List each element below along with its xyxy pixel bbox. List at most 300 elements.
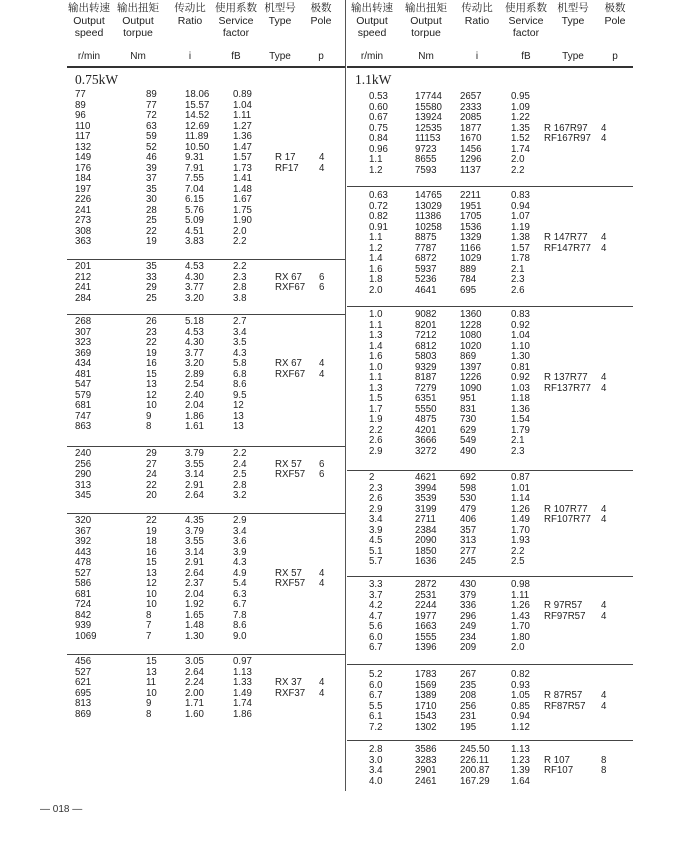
header-en2 <box>553 27 593 40</box>
ratio-cell: 1670 <box>460 133 482 144</box>
speed-cell: 256 <box>75 458 92 470</box>
table-row <box>67 338 345 349</box>
torque-cell: 59 <box>146 131 157 142</box>
model-type-label: RF107R77 <box>544 514 591 525</box>
torque-cell: 3199 <box>415 503 437 515</box>
factor-cell: 1.10 <box>511 340 530 352</box>
torque-cell: 10 <box>146 400 157 411</box>
ratio-cell: 235 <box>460 679 477 691</box>
ratio-cell: 4.53 <box>185 326 204 338</box>
table-row <box>67 262 345 273</box>
speed-cell: 197 <box>75 183 92 195</box>
header-en2: torpue <box>411 27 441 39</box>
speed-cell: 96 <box>75 110 86 121</box>
torque-cell: 19 <box>146 236 157 247</box>
header-col-3 <box>501 2 551 62</box>
speed-cell: 5.1 <box>369 545 383 557</box>
factor-cell: 1.74 <box>511 143 530 155</box>
group-separator <box>347 306 633 307</box>
table-row <box>67 227 345 238</box>
ratio-cell: 3.20 <box>185 292 204 304</box>
table-row <box>67 621 345 632</box>
table-row <box>347 363 633 374</box>
model-type-label: RX 57 <box>275 567 302 579</box>
model-type-label: RF17 <box>275 162 299 174</box>
speed-cell: 2.0 <box>369 284 383 296</box>
header-col-3 <box>214 2 258 62</box>
torque-cell: 13029 <box>415 200 442 212</box>
factor-cell: 1.35 <box>511 122 530 134</box>
factor-cell: 1.13 <box>511 744 530 755</box>
header-col-1 <box>114 2 162 62</box>
speed-cell: 443 <box>75 546 92 558</box>
torque-cell: 37 <box>146 173 157 184</box>
factor-cell: 13 <box>233 421 244 432</box>
header-unit: fB <box>521 51 531 62</box>
header-unit: Nm <box>130 51 146 62</box>
speed-cell: 1.5 <box>369 393 383 404</box>
torque-cell: 10 <box>146 588 157 600</box>
factor-cell: 2.2 <box>233 448 247 459</box>
model-type-label: RXF67 <box>275 282 306 293</box>
factor-cell: 2.2 <box>511 164 525 176</box>
table-row <box>347 745 633 756</box>
ratio-cell: 2.24 <box>185 677 204 688</box>
ratio-cell: 3.83 <box>185 236 204 247</box>
torque-cell: 5550 <box>415 403 437 415</box>
model-type-label: RF97R57 <box>544 610 586 622</box>
speed-cell: 2.6 <box>369 493 383 504</box>
table-header <box>347 2 633 68</box>
factor-cell: 0.98 <box>511 579 530 590</box>
factor-cell: 4.9 <box>233 567 247 579</box>
speed-cell: 241 <box>75 282 92 293</box>
table-row <box>67 164 345 175</box>
torque-cell: 7 <box>146 620 152 631</box>
model-type-label: R 107 <box>544 754 570 766</box>
header-en2 <box>598 27 632 40</box>
factor-cell: 0.92 <box>511 372 530 383</box>
torque-cell: 29 <box>146 448 157 459</box>
table-row <box>67 537 345 548</box>
model-type-label: R 17 <box>275 152 296 163</box>
table-row <box>67 195 345 206</box>
speed-cell: 268 <box>75 316 92 327</box>
ratio-cell: 313 <box>460 535 477 546</box>
factor-cell: 1.70 <box>511 524 530 536</box>
speed-cell: 5.2 <box>369 669 383 680</box>
ratio-cell: 14.52 <box>185 110 210 121</box>
pole-label: 4 <box>601 503 607 515</box>
table-row <box>67 216 345 227</box>
speed-cell: 201 <box>75 261 92 272</box>
factor-cell: 1.90 <box>233 215 252 226</box>
torque-cell: 1850 <box>415 545 437 557</box>
speed-cell: 5.6 <box>369 621 383 632</box>
pole-label: 4 <box>601 242 607 254</box>
factor-cell: 2.2 <box>511 545 525 557</box>
table-row <box>67 590 345 601</box>
torque-cell: 2384 <box>415 524 437 536</box>
speed-cell: 0.91 <box>369 221 388 233</box>
header-zh: 极数 <box>604 2 626 14</box>
speed-cell: 481 <box>75 368 92 380</box>
table-row <box>67 558 345 569</box>
speed-cell: 77 <box>75 89 86 100</box>
column-divider <box>345 0 346 791</box>
table-row <box>347 702 633 713</box>
factor-cell: 2.8 <box>233 479 247 491</box>
torque-cell: 72 <box>146 110 157 121</box>
ratio-cell: 951 <box>460 393 477 404</box>
torque-cell: 8 <box>146 609 152 621</box>
table-row <box>67 391 345 402</box>
table-row <box>67 90 345 101</box>
header-en2: factor <box>222 27 250 39</box>
table-row <box>67 237 345 248</box>
ratio-cell: 1296 <box>460 154 482 165</box>
torque-cell: 12 <box>146 389 157 401</box>
table-row <box>347 601 633 612</box>
header-col-4 <box>259 2 301 62</box>
speed-cell: 1.1 <box>369 232 383 243</box>
factor-cell: 5.8 <box>233 358 247 369</box>
factor-cell: 0.85 <box>511 700 530 712</box>
factor-cell: 9.5 <box>233 389 247 401</box>
ratio-cell: 277 <box>460 545 477 557</box>
header-en1: Pole <box>604 14 626 27</box>
header-unit: Nm <box>418 51 434 62</box>
speed-cell: 240 <box>75 448 92 459</box>
torque-cell: 25 <box>146 292 157 304</box>
header-zh: 传动比 <box>174 2 206 14</box>
group-separator <box>67 446 345 447</box>
ratio-cell: 7.55 <box>185 173 204 184</box>
ratio-cell: 4.35 <box>185 515 204 526</box>
factor-cell: 2.7 <box>233 316 247 327</box>
ratio-cell: 3.55 <box>185 458 204 470</box>
ratio-cell: 1877 <box>460 122 482 134</box>
pole-label: 4 <box>601 700 607 712</box>
speed-cell: 586 <box>75 578 92 589</box>
ratio-cell: 1705 <box>460 211 482 222</box>
speed-cell: 863 <box>75 421 92 432</box>
ratio-cell: 2.40 <box>185 389 204 401</box>
left-table-0-75kw <box>67 0 345 791</box>
speed-cell: 681 <box>75 588 92 600</box>
torque-cell: 17744 <box>415 91 442 102</box>
ratio-cell: 4.30 <box>185 271 204 283</box>
factor-cell: 0.83 <box>511 309 530 320</box>
torque-cell: 11153 <box>415 133 441 144</box>
pole-label: 4 <box>601 372 607 383</box>
speed-cell: 323 <box>75 337 92 348</box>
pole-label: 4 <box>319 677 325 688</box>
header-unit: p <box>318 51 324 62</box>
factor-cell: 1.93 <box>511 535 530 546</box>
ratio-cell: 2.64 <box>185 490 204 501</box>
model-type-label: R 137R77 <box>544 372 588 383</box>
factor-cell: 1.13 <box>233 666 252 678</box>
torque-cell: 63 <box>146 120 157 132</box>
speed-cell: 6.1 <box>369 711 383 722</box>
ratio-cell: 2.64 <box>185 567 204 579</box>
group-separator <box>347 576 633 577</box>
factor-cell: 4.3 <box>233 557 247 568</box>
torque-cell: 1783 <box>415 669 437 680</box>
factor-cell: 1.11 <box>233 110 252 121</box>
table-row <box>347 202 633 213</box>
table-row <box>67 481 345 492</box>
speed-cell: 89 <box>75 99 86 111</box>
speed-cell: 0.67 <box>369 112 388 123</box>
torque-cell: 9723 <box>415 143 437 155</box>
table-row <box>67 422 345 433</box>
speed-cell: 2.8 <box>369 744 383 755</box>
torque-cell: 46 <box>146 152 157 163</box>
table-row <box>347 352 633 363</box>
pole-label: 4 <box>319 152 325 163</box>
torque-cell: 6872 <box>415 253 437 264</box>
table-row <box>347 622 633 633</box>
ratio-cell: 15.57 <box>185 99 210 111</box>
header-en1: Output <box>356 14 388 27</box>
torque-cell: 10 <box>146 599 157 610</box>
speed-cell: 2.6 <box>369 435 383 446</box>
speed-cell: 724 <box>75 599 92 610</box>
ratio-cell: 3.14 <box>185 546 204 558</box>
table-row <box>67 699 345 710</box>
table-row <box>347 494 633 505</box>
factor-cell: 1.74 <box>233 698 252 709</box>
factor-cell: 1.05 <box>511 690 530 701</box>
header-en1: Pole <box>310 14 332 27</box>
factor-cell: 0.92 <box>511 319 530 331</box>
table-row <box>67 111 345 122</box>
group-separator <box>67 314 345 315</box>
group-separator <box>67 654 345 655</box>
speed-cell: 4.2 <box>369 600 383 611</box>
header-en1: Type <box>561 14 585 27</box>
header-unit: Type <box>269 51 291 62</box>
ratio-cell: 1.71 <box>185 698 204 709</box>
factor-cell: 3.2 <box>233 490 247 501</box>
table-row <box>67 668 345 679</box>
table-row <box>67 632 345 643</box>
torque-cell: 5937 <box>415 263 437 275</box>
group-separator <box>67 513 345 514</box>
speed-cell: 621 <box>75 677 92 688</box>
catalog-page <box>67 0 633 791</box>
factor-cell: 3.6 <box>233 536 247 547</box>
speed-cell: 1.8 <box>369 274 383 285</box>
speed-cell: 1.2 <box>369 242 383 254</box>
factor-cell: 1.57 <box>511 242 530 254</box>
header-en1: Ratio <box>464 14 490 27</box>
factor-cell: 1.30 <box>511 351 530 362</box>
factor-cell: 2.4 <box>233 458 247 470</box>
torque-cell: 35 <box>146 183 157 195</box>
torque-cell: 3666 <box>415 435 437 446</box>
torque-cell: 27 <box>146 458 157 470</box>
table-row <box>347 681 633 692</box>
table-row <box>347 557 633 568</box>
speed-cell: 813 <box>75 698 92 709</box>
ratio-cell: 336 <box>460 600 477 611</box>
speed-cell: 1069 <box>75 630 97 642</box>
ratio-cell: 490 <box>460 445 477 457</box>
factor-cell: 2.0 <box>511 154 525 165</box>
torque-cell: 13 <box>146 666 157 678</box>
factor-cell: 5.4 <box>233 578 247 589</box>
factor-cell: 0.97 <box>233 656 252 667</box>
speed-cell: 3.4 <box>369 514 383 525</box>
factor-cell: 9.0 <box>233 630 247 642</box>
speed-cell: 1.0 <box>369 309 383 320</box>
speed-cell: 3.7 <box>369 589 383 601</box>
model-type-label: RF167R97 <box>544 133 591 144</box>
model-type-label: RF147R77 <box>544 242 591 254</box>
ratio-cell: 1.65 <box>185 609 204 621</box>
table-row <box>347 756 633 767</box>
header-zh: 输出扭矩 <box>405 2 447 14</box>
ratio-cell: 430 <box>460 579 477 590</box>
speed-cell: 2.9 <box>369 503 383 515</box>
speed-cell: 1.4 <box>369 253 383 264</box>
ratio-cell: 18.06 <box>185 89 210 100</box>
table-row <box>347 331 633 342</box>
header-unit: r/min <box>77 51 101 62</box>
factor-cell: 6.3 <box>233 588 247 600</box>
torque-cell: 3283 <box>415 754 437 766</box>
ratio-cell: 1536 <box>460 221 482 233</box>
ratio-cell: 692 <box>460 472 477 483</box>
torque-cell: 77 <box>146 99 157 111</box>
speed-cell: 1.1 <box>369 154 383 165</box>
speed-cell: 1.1 <box>369 372 383 383</box>
table-row <box>347 723 633 734</box>
speed-cell: 110 <box>75 120 91 132</box>
pole-label: 6 <box>319 271 325 283</box>
factor-cell: 1.43 <box>511 610 530 622</box>
torque-cell: 6812 <box>415 340 437 352</box>
factor-cell: 1.23 <box>511 754 530 766</box>
page-number: — 018 — <box>40 804 83 815</box>
header-en2 <box>304 27 338 40</box>
factor-cell: 1.19 <box>511 221 530 233</box>
header-unit: fB <box>231 51 241 62</box>
header-unit: p <box>612 51 618 62</box>
factor-cell: 1.57 <box>233 152 252 163</box>
ratio-cell: 2085 <box>460 112 482 123</box>
torque-cell: 10258 <box>415 221 442 233</box>
table-row <box>67 185 345 196</box>
speed-cell: 0.72 <box>369 200 388 212</box>
torque-cell: 7787 <box>415 242 437 254</box>
torque-cell: 1389 <box>415 690 437 701</box>
ratio-cell: 245 <box>460 556 477 567</box>
group-separator <box>347 664 633 665</box>
speed-cell: 176 <box>75 162 92 174</box>
table-row <box>347 113 633 124</box>
factor-cell: 3.4 <box>233 525 247 537</box>
ratio-cell: 2657 <box>460 91 482 102</box>
ratio-cell: 10.50 <box>185 141 210 153</box>
table-row <box>347 254 633 265</box>
header-unit: r/min <box>360 51 384 62</box>
table-row <box>347 473 633 484</box>
torque-cell: 16 <box>146 546 157 558</box>
ratio-cell: 9.31 <box>185 152 204 163</box>
speed-cell: 4.5 <box>369 535 383 546</box>
header-col-5 <box>304 2 338 62</box>
speed-cell: 6.0 <box>369 631 383 643</box>
power-label: 1.1kW <box>355 72 392 87</box>
speed-cell: 939 <box>75 620 92 631</box>
ratio-cell: 1951 <box>460 200 482 212</box>
header-en1: Service <box>218 14 254 27</box>
table-row <box>347 580 633 591</box>
factor-cell: 6.7 <box>233 599 247 610</box>
ratio-cell: 479 <box>460 503 477 515</box>
header-en2: speed <box>74 27 104 39</box>
factor-cell: 1.67 <box>233 194 252 205</box>
torque-cell: 10 <box>146 687 157 699</box>
factor-cell: 1.70 <box>511 621 530 632</box>
ratio-cell: 831 <box>460 403 477 415</box>
speed-cell: 4.0 <box>369 775 383 787</box>
ratio-cell: 2.91 <box>185 557 204 568</box>
speed-cell: 3.0 <box>369 754 383 766</box>
speed-cell: 363 <box>75 236 92 247</box>
ratio-cell: 629 <box>460 424 477 436</box>
torque-cell: 4621 <box>415 472 437 483</box>
pole-label: 4 <box>601 600 607 611</box>
factor-cell: 1.64 <box>511 775 530 787</box>
factor-cell: 2.0 <box>233 225 247 237</box>
speed-cell: 0.84 <box>369 133 388 144</box>
torque-cell: 2531 <box>415 589 437 601</box>
table-row <box>67 143 345 154</box>
torque-cell: 18 <box>146 536 157 547</box>
header-zh: 输出转速 <box>351 2 393 14</box>
table-row <box>347 321 633 332</box>
factor-cell: 0.82 <box>511 669 530 680</box>
speed-cell: 0.63 <box>369 190 388 201</box>
table-row <box>347 536 633 547</box>
table-row <box>347 286 633 297</box>
ratio-cell: 2.64 <box>185 666 204 678</box>
ratio-cell: 2.00 <box>185 687 204 699</box>
pole-label: 4 <box>601 514 607 525</box>
header-col-2 <box>169 2 211 62</box>
ratio-cell: 1080 <box>460 330 482 341</box>
model-type-label: R 167R97 <box>544 122 588 134</box>
model-type-label: RX 37 <box>275 677 302 688</box>
speed-cell: 5.5 <box>369 700 383 712</box>
table-row <box>347 670 633 681</box>
torque-cell: 11 <box>146 677 157 688</box>
header-en2: speed <box>357 27 387 39</box>
torque-cell: 1636 <box>415 556 437 567</box>
header-col-2 <box>456 2 498 62</box>
ratio-cell: 1.86 <box>185 410 204 422</box>
torque-cell: 3272 <box>415 445 437 457</box>
torque-cell: 2901 <box>415 765 437 776</box>
ratio-cell: 3.79 <box>185 525 204 537</box>
torque-cell: 4875 <box>415 414 437 425</box>
speed-cell: 456 <box>75 656 92 667</box>
